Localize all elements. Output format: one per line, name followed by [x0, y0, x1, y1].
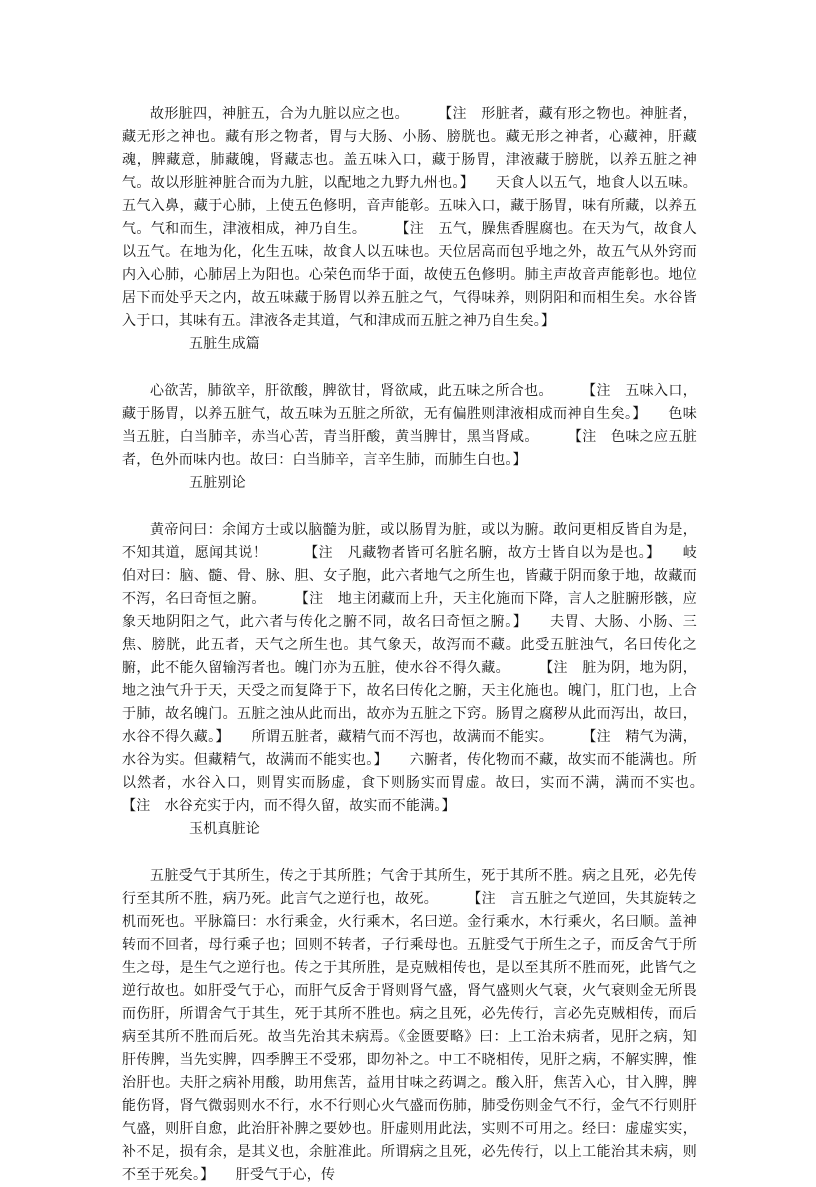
paragraph-huangdi-wen: 黄帝问曰：余闻方士或以脑髓为脏，或以肠胃为脏，或以为腑。敢问更相反皆自为是，不知其道，愿闻其说！ 【注 凡藏物者皆可名脏名腑，故方士皆自以为是也。】 岐伯对曰：脑、髓、骨、脉、胆、女子胞，此六者地气之所生也，皆藏于阴而象于地，故藏而不泻，名曰奇恒之腑。 【注 地主闭藏而上升，天主化施而下降，言人之脏腑形骸，应象天地阴阳之气，此六者与传化之腑不同，故名曰奇恒之腑。】 夫胃、大肠、小肠、三焦、膀胱，此五者，天气之所生也。其气象天，故泻而不藏。此受五脏浊气，名曰传化之腑，此不能久留输泻者也。魄门亦为五脏，使水谷不得久藏。 【注 脏为阴，地为阴，地之浊气升于天，天受之而复降于下，故名曰传化之腑，天主化施也。魄门，肛门也，上合于肺，故名魄门。五脏之浊从此而出，故亦为五脏之下窍。肠胃之腐秽从此而泻出，故曰，水谷不得久藏。】 所谓五脏者，藏精气而不泻也，故满而不能实。 【注 精气为满，水谷为实。但藏精气，故满而不能实也。】 六腑者，传化物而不藏，故实而不能满也。所以然者，水谷入口，则胃实而肠虚，食下则肠实而胃虚。故曰，实而不满，满而不实也。 【注 水谷充实于内，而不得久留，故实而不能满。】 [122, 522, 740, 814]
section-title-wuzang-shengcheng: 五脏生成篇 [189, 336, 260, 352]
paragraph-xing-zang: 故形脏四，神脏五，合为九脏以应之也。 【注 形脏者，藏有形之物也。神脏者，藏无形之神也。藏有形之物者，胃与大肠、小肠、膀胱也。藏无形之神者，心藏神，肝藏魂，脾藏意，肺藏魄，肾藏志也。盖五味入口，藏于肠胃，津液藏于膀胱，以养五脏之神气。故以形脏神脏合而为九脏，以配地之九野九州也。】 天食人以五气，地食人以五味。五气入鼻，藏于心肺，上使五色修明，音声能彰。五味入口，藏于肠胃，味有所藏，以养五气。气和而生，津液相成，神乃自生。 【注 五气，臊焦香腥腐也。在天为气，故食人以五气。在地为化，化生五味，故食人以五味也。天位居高而包乎地之外，故五气从外窍而内入心肺，心肺居上为阳也。心荣色而华于面，故使五色修明。肺主声故音声能彰也。地位居下而处乎天之内，故五味藏于肠胃以养五脏之气，气得味养，则阴阳和而相生矣。水谷皆入于口，其味有五。津液各走其道，气和津成而五脏之神乃自生矣。】 [122, 106, 697, 329]
paragraph-wuzang-shouqi: 五脏受气于其所生，传之于其所胜；气舍于其所生，死于其所不胜。病之且死，必先传行至其所不胜，病乃死。此言气之逆行也，故死。 【注 言五脏之气逆回，失其旋转之机而死也。平脉篇曰：水行乘金，火行乘木，名曰逆。金行乘水，木行乘火，名曰顺。盖神转而不回者，母行乘子也；回则不转者，子行乘母也。五脏受气于所生之子，而反舍气于所生之母，是生气之逆行也。传之于其所胜，是克贼相传也，是以至其所不胜而死，此皆气之逆行故也。如肝受气于心，而肝气反舍于肾则肾气盛，肾气盛则火气衰，火气衰则金无所畏而伤肝，所谓舍气于其生，死于其所不胜也。病之且死，必先传行，言必先克贼相传，而后病至其所不胜而后死。故当先治其未病焉。《金匮要略》曰：上工治未病者，见肝之病，知肝传脾，当先实脾，四季脾王不受邪，即勿补之。中工不晓相传，见肝之病，不解实脾，惟治肝也。夫肝之病补用酸，助用焦苦，益用甘味之药调之。酸入肝，焦苦入心，甘入脾，脾能伤肾，肾气微弱则水不行，水不行则心火气盛而伤肺，肺受伤则金气不行，金气不行则肝气盛，则肝自愈，此治肝补脾之要妙也。肝虚则用此法，实则不可用之。经曰：虚虚实实，补不足，损有余，是其义也，余脏准此。所谓病之且死，必先传行，以上工能治其未病，则不至于死矣。】 肝受气于心，传 [122, 868, 697, 1183]
paragraph-xin-yu-ku: 心欲苦，肺欲辛，肝欲酸，脾欲甘，肾欲咸，此五味之所合也。 【注 五味入口，藏于肠胃，以养五脏气，故五味为五脏之所欲，无有偏胜则津液相成而神自生矣。】 色味当五脏，白当肺辛，赤当心苦，青当肝酸，黄当脾甘，黑当肾咸。 【注 色味之应五脏者，色外而味内也。故曰：白当肺辛，言辛生肺，而肺生白也。】 [122, 383, 697, 468]
document-page [122, 103, 740, 1187]
section-title-yuji-zhenzang: 玉机真脏论 [189, 821, 260, 837]
section-title-wuzang-bielun: 五脏别论 [189, 475, 246, 491]
